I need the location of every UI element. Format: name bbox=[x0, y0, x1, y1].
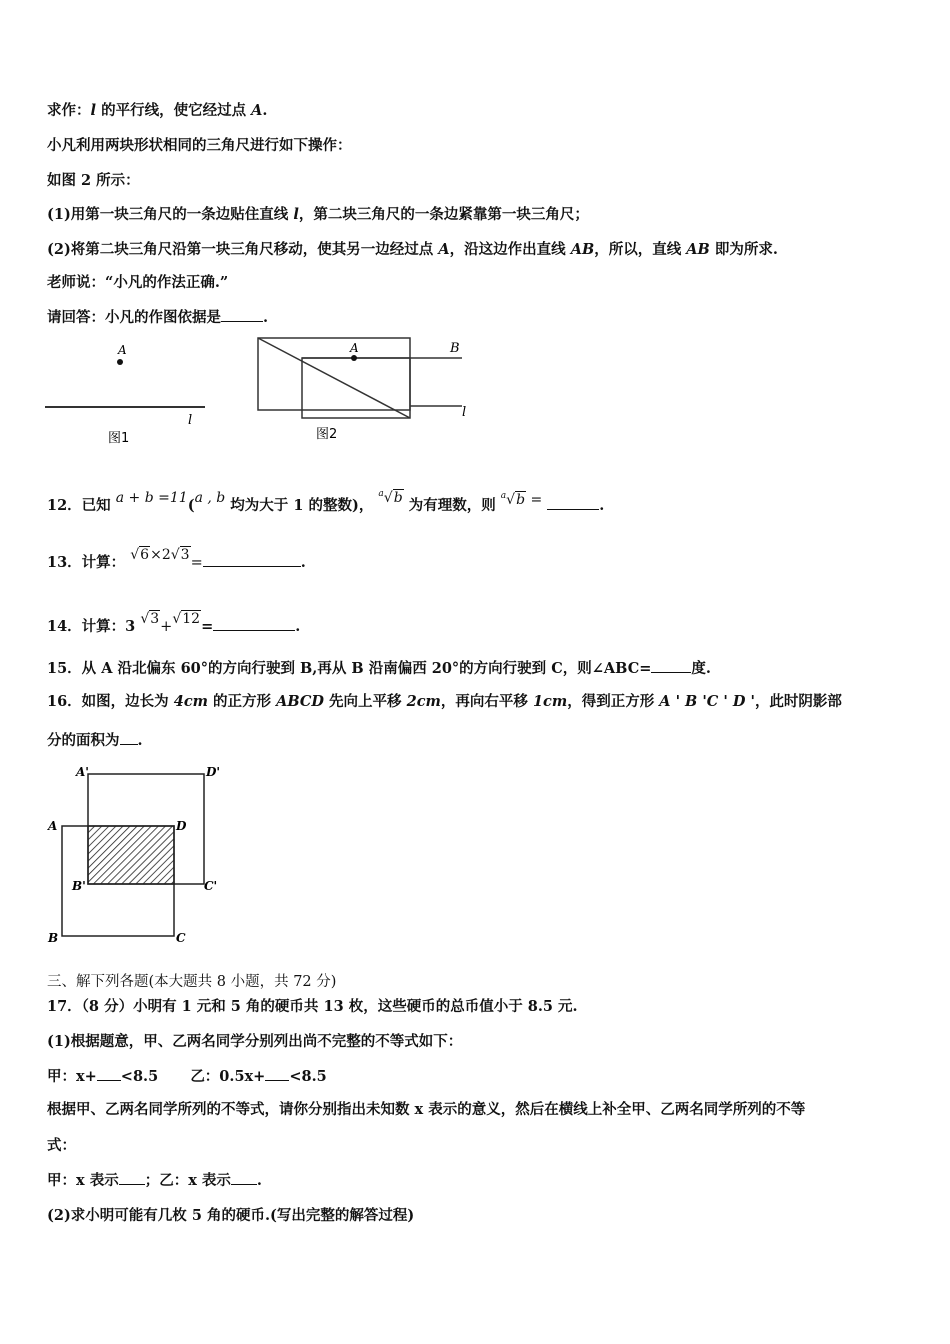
radicand: 3 bbox=[150, 611, 160, 627]
q12-expr: a + b =11 bbox=[115, 490, 188, 506]
q12-vars: a , b bbox=[194, 490, 226, 506]
q14-number: 14．计算：3 bbox=[47, 618, 141, 635]
jia-prefix: 甲：x+ bbox=[47, 1068, 97, 1085]
yi-x-blank[interactable] bbox=[231, 1170, 257, 1185]
fig1-line-label: l bbox=[188, 413, 193, 428]
text: ( bbox=[187, 497, 195, 514]
text: (1)用第一块三角尺的一条边贴住直线 bbox=[47, 206, 294, 223]
question-13 bbox=[47, 545, 306, 573]
label-a: A bbox=[48, 819, 58, 833]
var-l: l bbox=[90, 102, 97, 119]
text: 甲：x 表示 bbox=[47, 1172, 119, 1189]
text: + bbox=[160, 619, 173, 635]
text: ×2 bbox=[150, 547, 171, 563]
text: 求作： bbox=[47, 102, 91, 119]
fig2-line-label: l bbox=[462, 405, 467, 420]
line-intro: 小凡利用两块形状相同的三角尺进行如下操作： bbox=[47, 137, 352, 154]
fig1-point-label: A bbox=[118, 343, 127, 357]
text: 度. bbox=[691, 660, 711, 677]
yi-blank[interactable] bbox=[265, 1066, 289, 1081]
var-l: l bbox=[293, 206, 299, 223]
line-ab: AB bbox=[686, 241, 710, 258]
q14-root-2: √12 bbox=[172, 611, 201, 627]
text: 的正方形 bbox=[208, 693, 277, 710]
q16-length: 4cm bbox=[173, 693, 208, 710]
fig1-caption: 图1 bbox=[108, 431, 130, 446]
q13-answer-blank[interactable] bbox=[203, 552, 301, 567]
shaded-overlap bbox=[88, 826, 174, 884]
q17-part1: (1)根据题意，甲、乙两名同学分别列出尚不完整的不等式如下： bbox=[47, 1033, 463, 1050]
question-16 bbox=[47, 692, 842, 712]
question-12 bbox=[47, 484, 604, 516]
figure-2 bbox=[250, 334, 480, 450]
q16-square-2: A ' B 'C ' D ' bbox=[659, 693, 755, 710]
text: 即为所求. bbox=[709, 241, 778, 258]
point-a: A bbox=[438, 241, 450, 258]
q14-root-1: √3 bbox=[140, 611, 160, 627]
text: . bbox=[599, 497, 605, 514]
q12-number: 12．已知 bbox=[47, 497, 111, 514]
label-c: C bbox=[176, 931, 186, 945]
q15-answer-blank[interactable] bbox=[651, 658, 691, 673]
q17-x-meaning bbox=[47, 1170, 262, 1191]
q12-answer-blank[interactable] bbox=[547, 495, 599, 510]
line-fig2-ref: 如图 2 所示： bbox=[47, 172, 140, 189]
text: . bbox=[137, 732, 143, 749]
q17-instruction-b: 式： bbox=[47, 1137, 76, 1154]
text: = bbox=[201, 618, 214, 635]
fig2-caption: 图2 bbox=[316, 427, 338, 442]
text: 为有理数，则 bbox=[403, 497, 501, 514]
line-step2 bbox=[47, 240, 778, 260]
q16-up: 2cm bbox=[406, 693, 441, 710]
fig2-triangle-1 bbox=[258, 338, 410, 410]
text: ，沿这边作出直线 bbox=[449, 241, 571, 258]
label-b: B bbox=[48, 931, 59, 945]
label-d: D bbox=[176, 819, 187, 833]
q12-root-2: $^a$√b bbox=[500, 491, 526, 508]
radicand: b bbox=[393, 490, 403, 506]
point-a: A bbox=[251, 102, 263, 119]
q17-part2: (2)求小明可能有几枚 5 角的硬币.(写出完整的解答过程) bbox=[47, 1207, 415, 1224]
text: ，第二块三角尺的一条边紧靠第一块三角尺； bbox=[298, 206, 589, 223]
question-16-line2 bbox=[47, 730, 143, 751]
text: 的平行线，使它经过点 bbox=[96, 102, 252, 119]
text: . bbox=[256, 1172, 262, 1189]
text: 请回答：小凡的作图依据是 bbox=[47, 309, 221, 326]
line-answer-prompt bbox=[47, 307, 268, 328]
jia-blank[interactable] bbox=[97, 1066, 121, 1081]
text: ，得到正方形 bbox=[567, 693, 660, 710]
answer-blank[interactable] bbox=[221, 307, 263, 322]
radicand: 12 bbox=[182, 611, 201, 627]
question-17: 17．（8 分）小明有 1 元和 5 角的硬币共 13 枚，这些硬币的总币值小于 8.5 元. bbox=[47, 998, 578, 1015]
label-d-prime: D' bbox=[206, 765, 221, 779]
line-ab: AB bbox=[570, 241, 595, 258]
text: ；乙：x 表示 bbox=[144, 1172, 231, 1189]
label-c-prime: C' bbox=[204, 879, 218, 893]
figure-3 bbox=[40, 760, 230, 950]
label-b-prime: B' bbox=[72, 879, 86, 893]
question-14 bbox=[47, 609, 300, 637]
text: <8.5 bbox=[289, 1068, 327, 1085]
q14-answer-blank[interactable] bbox=[213, 616, 295, 631]
q12-root-1: $^a$√b bbox=[378, 489, 403, 506]
question-15 bbox=[47, 658, 711, 679]
fig2-hypotenuse-1 bbox=[258, 338, 410, 418]
q16-answer-blank[interactable] bbox=[120, 730, 138, 745]
text: 先向上平移 bbox=[324, 693, 407, 710]
root-index: a bbox=[500, 491, 507, 501]
text: . bbox=[300, 554, 306, 571]
q13-root-1: √6 bbox=[130, 547, 150, 563]
text: 16．如图，边长为 bbox=[47, 693, 174, 710]
root-index: a bbox=[378, 489, 384, 499]
text: = bbox=[190, 555, 203, 571]
fig2-point-label: A bbox=[350, 341, 359, 355]
jia-x-blank[interactable] bbox=[119, 1170, 145, 1185]
text: ，所以，直线 bbox=[594, 241, 687, 258]
text: <8.5 bbox=[120, 1068, 159, 1085]
text: . bbox=[263, 309, 269, 326]
text: ，此时阴影部 bbox=[754, 693, 842, 710]
radicand: b bbox=[516, 492, 526, 508]
q12-condition: 均为大于 1 的整数)， bbox=[225, 497, 374, 514]
q17-inequalities bbox=[47, 1066, 327, 1087]
text: = bbox=[526, 492, 543, 508]
fig1-point bbox=[117, 359, 123, 365]
text: ，再向右平移 bbox=[440, 693, 533, 710]
line-construct bbox=[47, 101, 267, 121]
line-step1 bbox=[47, 205, 589, 225]
q13-number: 13．计算： bbox=[47, 554, 126, 571]
q16-square: ABCD bbox=[276, 693, 324, 710]
section-3-heading: 三、解下列各题(本大题共 8 小题，共 72 分) bbox=[47, 974, 337, 990]
fig2-b-label: B bbox=[450, 341, 460, 356]
yi-prefix: 乙：0.5x+ bbox=[190, 1068, 266, 1085]
text: 分的面积为 bbox=[47, 732, 120, 749]
fig2-point-a bbox=[351, 355, 357, 361]
q15-text: 15．从 A 沿北偏东 60°的方向行驶到 B,再从 B 沿南偏西 20°的方向行驶到 C，则∠ABC= bbox=[47, 660, 652, 677]
radicand: 3 bbox=[180, 547, 190, 563]
line-teacher: 老师说：“小凡的作法正确.” bbox=[47, 274, 229, 291]
q16-right: 1cm bbox=[532, 693, 568, 710]
label-a-prime: A' bbox=[76, 765, 89, 779]
figure-1 bbox=[40, 338, 215, 450]
q13-root-2: √3 bbox=[170, 547, 190, 563]
radicand: 6 bbox=[140, 547, 150, 563]
text: . bbox=[295, 618, 301, 635]
text: (2)将第二块三角尺沿第一块三角尺移动，使其另一边经过点 bbox=[47, 241, 439, 258]
text: . bbox=[262, 102, 268, 119]
q17-instruction-a: 根据甲、乙两名同学所列的不等式，请你分别指出未知数 x 表示的意义，然后在横线上补全甲、乙两名同学所列的不等 bbox=[47, 1101, 806, 1118]
